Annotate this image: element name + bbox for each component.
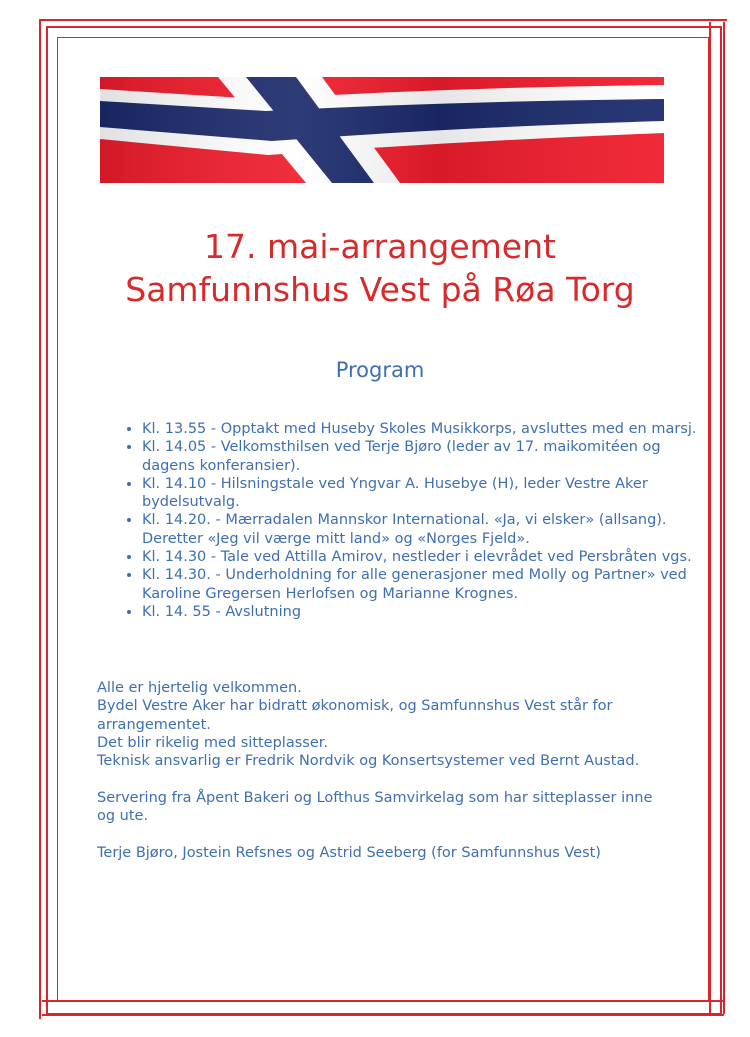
info-section bbox=[97, 679, 662, 862]
title-line-1: 17. mai-arrangement bbox=[204, 227, 556, 266]
signature-text: Terje Bjøro, Jostein Refsnes og Astrid Seeberg (for Samfunnshus Vest) bbox=[97, 844, 601, 861]
support-text: Bydel Vestre Aker har bidratt økonomisk, og Samfunnshus Vest står for arrangementet. bbox=[97, 698, 613, 733]
program-item: • Kl. 14.30 - Tale ved Attilla Amirov, nestleder i elevrådet ved Persbråten vgs. bbox=[142, 548, 702, 566]
technical-text: Teknisk ansvarlig er Fredrik Nordvik og Konsertsystemer ved Bernt Austad. bbox=[97, 753, 640, 770]
seating-text: Det blir rikelig med sitteplasser. bbox=[97, 734, 328, 751]
page-border-right bbox=[709, 22, 725, 1014]
program-item: • Kl. 14.05 - Velkomsthilsen ved Terje Bjøro (leder av 17. maikomitéen og dagens konferansier). bbox=[142, 438, 702, 475]
program-item: • Kl. 14. 55 - Avslutning bbox=[142, 603, 702, 621]
program-heading: Program bbox=[335, 358, 425, 382]
norwegian-flag-banner bbox=[100, 77, 664, 183]
program-list bbox=[100, 420, 702, 621]
title-line-2: Samfunnshus Vest på Røa Torg bbox=[125, 270, 635, 309]
program-item: • Kl. 13.55 - Opptakt med Huseby Skoles Musikkorps, avsluttes med en marsj. bbox=[142, 420, 702, 438]
program-item: • Kl. 14.20. - Mærradalen Mannskor International. «Ja, vi elsker» (allsang). Deretter «Jeg vil værge mitt land» og «Norges Fjeld». bbox=[142, 511, 702, 548]
page-border-bottom bbox=[42, 1000, 724, 1016]
program-item: • Kl. 14.10 - Hilsningstale ved Yngvar A. Husebye (H), leder Vestre Aker bydelsutvalg. bbox=[142, 475, 702, 512]
program-item: • Kl. 14.30. - Underholdning for alle generasjoner med Molly og Partner» ved Karoline Gregersen Herlofsen og Marianne Krognes. bbox=[142, 566, 702, 603]
flag-shading bbox=[100, 77, 664, 183]
page-title bbox=[60, 225, 700, 311]
serving-text: Servering fra Åpent Bakeri og Lofthus Samvirkelag som har sitteplasser inne og ute. bbox=[97, 789, 653, 825]
welcome-text: Alle er hjertelig velkommen. bbox=[97, 680, 302, 696]
